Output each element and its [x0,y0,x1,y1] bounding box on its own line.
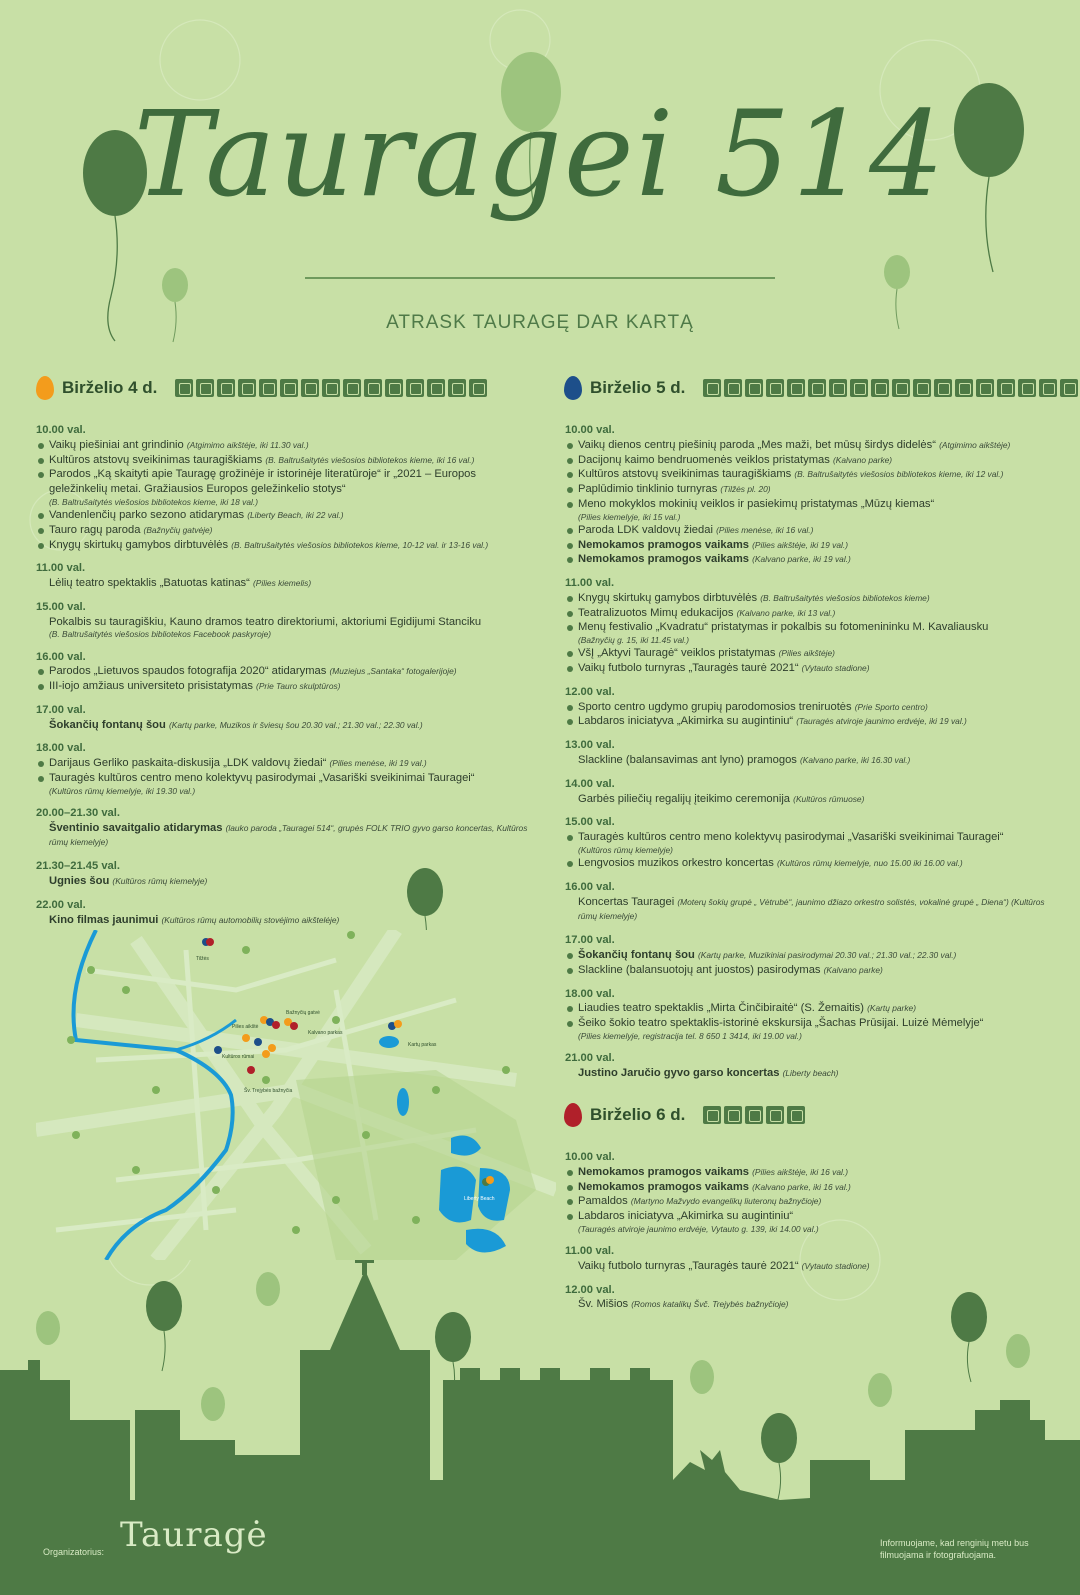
event-title: Nemokamos pramogos vaikams [578,1165,749,1178]
activity-icon [913,379,931,397]
activity-icon [175,379,193,397]
info-note: Informuojame, kad renginių metu bus filmuojama ir fotografuojama. [880,1538,1029,1560]
map-label: Pilies aikštė [232,1024,259,1030]
event-location: (Liberty beach) [782,1067,839,1078]
balloon-icon [201,1387,225,1421]
event-item [565,1001,1055,1016]
event-title: Labdaros iniciatyva „Akimirka su augintiniu“ [578,1210,794,1223]
event-item [565,895,1055,925]
event-title: Parodos „Ką skaityti apie Tauragę grožinėje ir istorinėje literatūroje“ ir „2021 – Europos geležinkelių metai. Gražiausios Europos geležinkelio stotys“ [49,468,477,496]
activity-icon [724,379,742,397]
event-item [565,753,1055,768]
event-location: (Tilžės pl. 20) [720,484,771,495]
event-title: Tauro ragų paroda [49,523,141,536]
activity-icon [829,379,847,397]
event-location: (Liberty Beach, iki 22 val.) [247,510,344,520]
event-item [565,482,1055,497]
event-item [565,606,1055,621]
event-title: Knygų skirtukų gamybos dirbtuvėlės [578,591,758,604]
time-slot: 11.00 val. [565,1245,615,1257]
time-slot: 15.00 val. [565,816,615,829]
time-slot: 18.00 val. [565,987,615,1000]
activity-icon [1060,379,1078,397]
event-title: Koncertas Tauragei [578,895,675,908]
schedule-day-2 [565,423,1055,1081]
event-location: (Atgimimo aikštėje, iki 11.30 val.) [186,439,309,450]
event-location: (Atgimimo aikštėje) [939,439,1011,450]
event-title: Vaikų dienos centrų piešinių paroda „Mes maži, bet mūsų širdys didelės“ [578,438,936,451]
activity-icon [364,379,382,397]
activity-icon [343,379,361,397]
event-location: (Martyno Mažvydo evangelikų liuteronų bažnyčioje) [630,1196,822,1207]
event-location: (lauko paroda „Tauragei 514“, grupės FOLK TRIO gyvo garso koncertas, Kultūros rūmų kiemelyje) [49,822,528,848]
day-header-1 [36,376,487,400]
event-title: Parodos „Lietuvos spaudos fotografija 2020“ atidarymas [49,665,327,678]
day-header-2 [564,376,1078,400]
time-slot: 12.00 val. [565,1283,615,1296]
event-location: (Kultūros rūmų kiemelyje) [578,844,673,855]
subtitle: ATRASK TAURAGĘ DAR KARTĄ [386,312,694,333]
event-item [36,756,536,771]
time-slot: 16.00 val. [36,650,86,663]
event-title: Lėlių teatro spektaklis „Batuotas katinas“ [49,577,250,590]
event-location: (Pilies menėse, iki 19 val.) [329,758,427,769]
event-title: VšĮ „Aktyvi Tauragė“ veiklos pristatymas [578,647,776,660]
event-item [565,497,1055,523]
event-title: Meno mokyklos mokinių veiklos ir pasiekimų pristatymas „Mūzų kiemas“ [578,497,935,510]
event-location: (B. Baltrušaitytės viešosios bibliotekos kieme) [760,592,930,603]
event-item [565,1297,1055,1312]
event-item [565,620,1055,646]
activity-icon [787,379,805,397]
event-item [565,661,1055,676]
event-location: (Tauragės atviroje jaunimo erdvėje, iki 19 val.) [796,716,967,727]
map-label: Tilžės [196,956,209,962]
activity-icon [808,379,826,397]
event-location: (Kalvano parke) [823,964,883,975]
event-item [36,576,536,591]
event-location: (Kultūros rūmų kiemelyje) [112,876,208,887]
time-slot: 15.00 val. [36,600,86,613]
event-title: Liaudies teatro spektaklis „Mirta Činčibiraitė“ (S. Žemaitis) [578,1002,864,1015]
activity-icon [745,379,763,397]
time-slot: 13.00 val. [565,739,615,752]
event-item [565,538,1055,553]
event-title: Tauragės kultūros centro meno kolektyvų pasirodymai „Vasariški sveikinimai Tauragei“ [578,831,1004,844]
event-item [565,1209,1055,1235]
activity-icon [259,379,277,397]
activity-icon [976,379,994,397]
event-title: Vaikų piešiniai ant grindinio [49,438,184,451]
event-item [36,821,536,851]
event-item [565,523,1055,538]
activity-icon [1018,379,1036,397]
event-item [565,591,1055,606]
event-location: (Kartų parke, Muzikiniai pasirodymai 20.30 val.; 21.30 val.; 22.30 val.) [697,949,957,960]
activity-icons [175,379,487,397]
event-title: Vaikų futbolo turnyras „Tauragės taurė 2021“ [578,662,799,675]
event-title: Sporto centro ugdymo grupių parodomosios treniruotės [578,700,852,713]
event-item [565,1016,1055,1042]
event-title: Šventinio savaitgalio atidarymas [49,821,223,834]
event-title: Tauragės kultūros centro meno kolektyvų pasirodymai „Vasariški sveikinimai Tauragei“ [49,772,475,785]
event-item [565,792,1055,807]
event-location: (Pilies kiemelyje, iki 15 val.) [578,511,681,522]
event-item [36,874,536,889]
event-location: (B. Baltrušaitytės viešosios bibliotekos kieme, iki 18 val.) [49,496,258,507]
event-location: (Bažnyčių g. 15, iki 11.45 val.) [578,635,690,646]
event-location: (Tauragės atviroje jaunimo erdvėje, Vytauto g. 139, iki 14.00 val.) [578,1223,819,1234]
map-label: Bažnyčių gatvė [286,1010,320,1016]
activity-icon [406,379,424,397]
event-item [565,552,1055,567]
time-slot: 14.00 val. [565,777,615,790]
event-title: Kultūros atstovų sveikinimas tauragiškiams [49,453,263,466]
event-item [36,679,536,694]
event-item [36,453,536,468]
event-item [36,771,536,797]
event-title: Kino filmas jaunimui [49,913,159,926]
event-item [565,1259,1055,1274]
event-location: (B. Baltrušaitytės viešosios bibliotekos kieme, 10-12 val. ir 13-16 val.) [231,539,489,550]
activity-icon [766,1106,784,1124]
activity-icon [1039,379,1057,397]
event-title: Nemokamos pramogos vaikams [578,538,749,551]
activity-icon [217,379,235,397]
activity-icon [385,379,403,397]
activity-icon [280,379,298,397]
event-title: Šeiko šokio teatro spektaklis-istorinė ekskursija „Šachas Prūsijai. Luizė Mėmelyje“ [578,1017,984,1030]
time-slot: 21.30–21.45 val. [36,860,120,873]
activity-icon [892,379,910,397]
time-slot: 10.00 val. [565,1151,615,1163]
event-title: Garbės piliečių regalijų įteikimo ceremonija [578,792,791,805]
event-item [36,664,536,679]
activity-icon [850,379,868,397]
event-title: Vandenlenčių parko sezono atidarymas [49,509,245,521]
event-location: (Prie Tauro skulptūros) [256,681,341,692]
event-location: (Pilies aikštėje, iki 16 val.) [752,1166,848,1177]
event-item [565,646,1055,661]
event-location: (Kalvano parke) [832,454,893,465]
event-title: Ugnies šou [49,875,110,888]
event-title: Teatralizuotos Mimų edukacijos [578,606,734,619]
event-title: Nemokamos pramogos vaikams [578,553,749,566]
balloon-icon [761,1413,797,1503]
event-title: Šv. Mišios [578,1298,629,1311]
event-title: Vaikų futbolo turnyras „Tauragės taurė 2021“ [578,1259,799,1272]
time-slot: 17.00 val. [36,703,86,716]
event-location: (Muziejus „Santaka“ fotogalerijoje) [329,666,457,677]
time-slot: 18.00 val. [36,742,86,755]
event-item [565,963,1055,978]
day-label: Birželio 4 d. [62,378,158,397]
event-item [565,830,1055,856]
event-location: (Pilies aikštėje) [778,648,835,659]
event-title: Slackline (balansavimas ant lyno) pramogos [578,754,797,767]
event-item [36,615,536,641]
event-title: Pamaldos [578,1195,628,1208]
event-item [36,538,536,553]
city-map [36,930,556,1260]
event-item [565,700,1055,715]
balloon-icon [36,1311,60,1345]
map-label: Liberty Beach [464,1196,495,1202]
time-slot: 21.00 val. [565,1051,615,1064]
event-location: (Moterų šokių grupė „ Vėtrubė“, jaunimo džiazo orkestro solistės, vokalinė grupė „ Diena“) (Kultūros rūmų kiemelyje) [578,896,1045,922]
activity-icon [766,379,784,397]
day-header-3 [564,1103,805,1127]
event-title: Labdaros iniciatyva „Akimirka su augintiniu“ [578,715,794,728]
activity-icon [997,379,1015,397]
taurage-logo: Tauragė [120,1515,268,1555]
event-item [565,714,1055,729]
event-title: Šokančių fontanų šou [578,948,695,961]
day-label: Birželio 5 d. [590,378,686,397]
activity-icon [871,379,889,397]
event-location: (Kultūros rūmų kiemelyje, iki 19.30 val.) [49,785,196,796]
event-item [36,718,536,733]
event-item [565,1066,1055,1081]
time-slot: 10.00 val. [565,424,615,436]
event-location: (Kartų parke) [867,1003,916,1014]
event-location: (Kultūros rūmų kiemelyje, nuo 15.00 iki 16.00 val.) [776,858,963,869]
map-label: Šv. Trejybės bažnyčia [244,1088,293,1094]
activity-icon [427,379,445,397]
activity-icon [238,379,256,397]
activity-icon [301,379,319,397]
event-location: (Pilies kiemelis) [252,578,312,589]
balloon-icon [256,1272,280,1306]
event-item [565,1165,1055,1180]
event-location: (B. Baltrušaitytės viešosios bibliotekos kieme, iki 12 val.) [794,469,1004,480]
event-item [36,438,536,453]
event-item [36,508,536,523]
activity-icon [196,379,214,397]
event-location: (Kartų parke, Muzikos ir šviesų šou 20.30 val.; 21.30 val.; 22.30 val.) [168,719,423,730]
time-slot: 20.00–21.30 val. [36,806,120,819]
title-underline [305,277,775,279]
activity-icon [448,379,466,397]
event-location: (Vytauto stadione) [801,663,870,674]
map-label: Kartų parkas [408,1042,437,1048]
event-location: (Kalvano parke, iki 13 val.) [736,607,836,618]
map-label: Kultūros rūmai [222,1054,255,1060]
balloon-icon [868,1373,892,1407]
activity-icon [955,379,973,397]
event-title: Paroda LDK valdovų žiedai [578,523,713,536]
event-item [565,856,1055,871]
activity-icon [787,1106,805,1124]
event-item [565,438,1055,453]
balloon-marker-icon [36,376,54,400]
day-label: Birželio 6 d. [590,1105,686,1124]
balloon-marker-icon [564,1103,582,1127]
event-title: Lengvosios muzikos orkestro koncertas [578,857,774,870]
event-location: (Kalvano parke, iki 19 val.) [752,554,851,565]
event-title: Šokančių fontanų šou [49,718,166,731]
event-title: Knygų skirtukų gamybos dirbtuvėlės [49,538,229,551]
event-item [565,453,1055,468]
event-location: (Kalvano parke, iki 16.30 val.) [800,755,911,766]
event-item [36,467,536,508]
event-item [565,1180,1055,1195]
balloon-icon [690,1360,714,1394]
event-item [565,467,1055,482]
page-title: Tauragei 514 [133,85,947,223]
event-location: (B. Baltrušaitytės viešosios bibliotekos Facebook paskyroje) [49,629,272,640]
event-title: Menų festivalio „Kvadratu“ pristatymas ir pokalbis su fotomenininku M. Kavaliausku [578,621,989,634]
time-slot: 11.00 val. [36,562,86,575]
time-slot: 10.00 val. [36,424,86,436]
activity-icon [469,379,487,397]
event-item [565,948,1055,963]
event-location: (Prie Sporto centro) [854,701,928,712]
event-title: Dacijonų kaimo bendruomenės veiklos pristatymas [578,453,830,466]
event-title: Justino Jaručio gyvo garso koncertas [578,1066,780,1079]
balloon-marker-icon [564,376,582,400]
event-location: (Kultūros rūmų automobilių stovėjimo aikštelėje) [161,914,340,925]
event-title: Darijaus Gerliko paskaita-diskusija „LDK valdovų žiedai“ [49,757,327,770]
balloon-icon [1006,1334,1030,1368]
event-title: Slackline (balansuotojų ant juostos) pasirodymas [578,963,821,976]
time-slot: 16.00 val. [565,880,615,893]
activity-icon [745,1106,763,1124]
organizer-label: Organizatorius: [43,1547,105,1557]
event-title: III-iojo amžiaus universiteto prisistatymas [49,680,253,693]
event-location: (Pilies kiemelyje, registracija tel. 8 650 1 3414, iki 19.00 val.) [578,1030,802,1041]
event-item [36,523,536,538]
time-slot: 22.00 val. [36,898,86,911]
event-title: Pokalbis su tauragiškiu, Kauno dramos teatro direktoriumi, aktoriumi Egidijumi Stanciku [49,615,482,628]
event-location: (Pilies menėse, iki 16 val.) [716,524,814,535]
event-location: (Vytauto stadione) [801,1260,870,1271]
activity-icon [934,379,952,397]
time-slot: 12.00 val. [565,685,615,698]
map-label: Kalvano parkas [308,1030,343,1036]
balloon-icon [146,1281,182,1371]
activity-icons [703,379,1078,397]
event-title: Paplūdimio tinklinio turnyras [578,483,718,496]
activity-icon [322,379,340,397]
schedule-day-3 [565,1150,1055,1312]
event-item [36,913,536,928]
event-location: (Bažnyčių gatvėje) [143,524,213,535]
activity-icon [724,1106,742,1124]
event-title: Nemokamos pramogos vaikams [578,1180,749,1193]
event-title: Kultūros atstovų sveikinimas tauragiškiams [578,468,792,481]
event-item [565,1194,1055,1209]
activity-icon [703,1106,721,1124]
time-slot: 11.00 val. [565,577,615,590]
event-location: (Romos katalikų Švč. Trejybės bažnyčioje) [631,1299,789,1310]
activity-icon [703,379,721,397]
event-location: (Kalvano parke, iki 16 val.) [752,1181,851,1192]
event-location: (Pilies aikštėje, iki 19 val.) [752,539,848,550]
schedule-day-1 [36,423,536,927]
activity-icons [703,1106,805,1124]
time-slot: 17.00 val. [565,934,615,947]
event-location: (B. Baltrušaitytės viešosios bibliotekos kieme, iki 16 val.) [265,454,475,465]
event-location: (Kultūros rūmuose) [793,793,865,804]
